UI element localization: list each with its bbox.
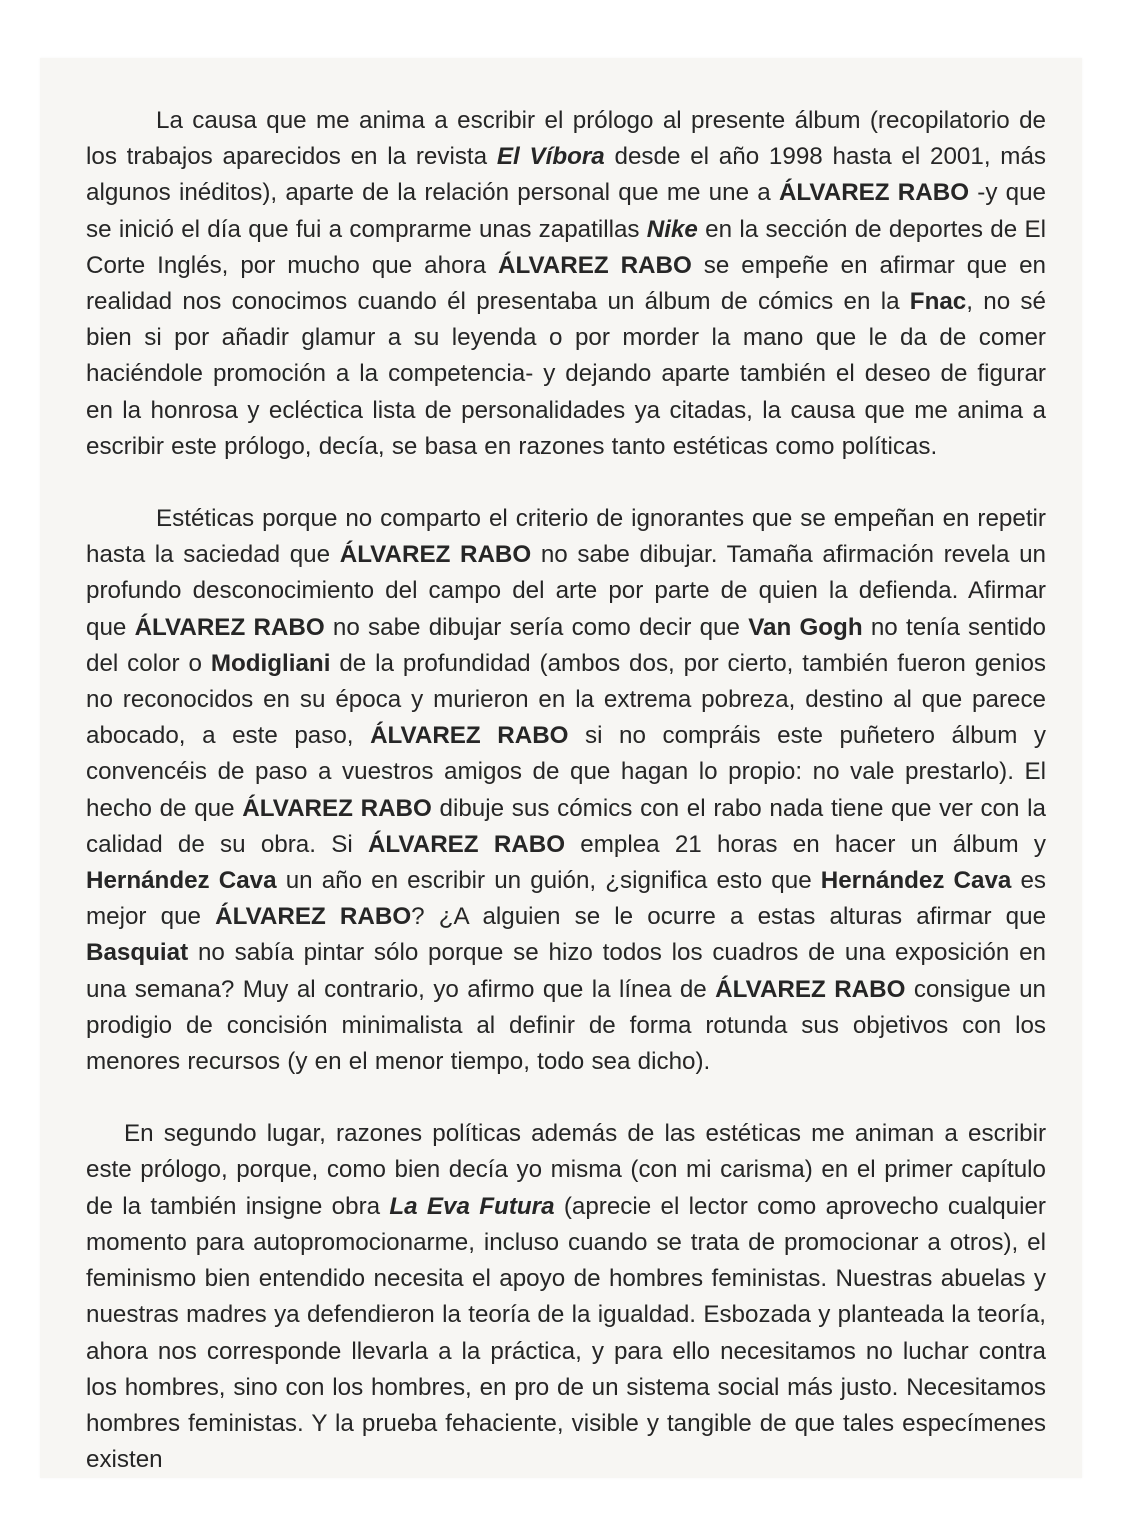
text-run: no sabía pintar sólo porque se hizo todos los cuadros de una exposición en una semana? Muy al contrario, yo afirmo que la línea de bbox=[86, 939, 1046, 1003]
text-run: -y que se inició el día que fui a comprarme unas zapatillas bbox=[86, 179, 1046, 243]
text-run: un año en escribir un guión, ¿significa esto que bbox=[276, 867, 821, 895]
paragraph-3 bbox=[86, 1116, 1046, 1478]
emphasized-name: ÁLVAREZ RABO bbox=[339, 541, 532, 569]
emphasized-name: ÁLVAREZ RABO bbox=[242, 794, 432, 822]
emphasized-name: Hernández Cava bbox=[86, 867, 277, 895]
text-run: en la sección de deportes de El Corte Inglés, por mucho que ahora bbox=[86, 215, 1046, 279]
emphasized-name: ÁLVAREZ RABO bbox=[715, 975, 906, 1003]
emphasized-name: Fnac bbox=[909, 288, 967, 316]
text-run: no sabe dibujar sería como decir que bbox=[324, 613, 749, 641]
text-run: En segundo lugar, razones políticas además de las estéticas me animan a escribir este prólogo, porque, como bien decía yo misma (con mi carisma) en el primer capítulo de la también insigne obra bbox=[86, 1120, 1046, 1220]
emphasized-name: ÁLVAREZ RABO bbox=[134, 613, 325, 641]
text-run: emplea 21 horas en hacer un álbum y bbox=[565, 830, 1046, 858]
text-run: La causa que me anima a escribir el prólogo al presente álbum (recopilatorio de los trabajos aparecidos en la revista bbox=[86, 107, 1046, 171]
emphasized-name: ÁLVAREZ RABO bbox=[367, 830, 566, 858]
text-run: dibuje sus cómics con el rabo nada tiene que ver con la calidad de su obra. Si bbox=[86, 794, 1046, 858]
emphasized-name: Nike bbox=[646, 215, 698, 243]
text-run: consigue un prodigio de concisión minimalista al definir de forma rotunda sus objetivos con los menores recursos (y en el menor tiempo, todo sea dicho). bbox=[86, 975, 1047, 1076]
text-run: , no sé bien si por añadir glamur a su leyenda o por morder la mano que le da de comer haciéndole promoción a la competencia- y dejando aparte también el deseo de figurar en la honrosa y ecléctica lista de personalidades ya citadas, la causa que me anima a escribir este prólogo, decía, se basa en razones tanto estéticas como políticas. bbox=[86, 288, 1046, 460]
emphasized-name: ÁLVAREZ RABO bbox=[215, 903, 412, 931]
paragraph-2 bbox=[86, 501, 1046, 1080]
text-run: se empeñe en afirmar que en realidad nos conocimos cuando él presentaba un álbum de cómics en la bbox=[86, 251, 1046, 316]
text-run: no tenía sentido del color o bbox=[86, 613, 1047, 677]
text-run: es mejor que bbox=[86, 867, 1047, 931]
text-run: no sabe dibujar. Tamaña afirmación revela un profundo desconocimiento del campo del arte por parte de quien la defienda. Afirmar que bbox=[86, 541, 1046, 641]
text-run: desde el año 1998 hasta el 2001, más algunos inéditos), aparte de la relación personal que me une a bbox=[86, 143, 1047, 207]
text-run: (aprecie el lector como aprovecho cualquier momento para autopromocionarme, incluso cuando se trata de promocionar a otros), el feminismo bien entendido necesita el apoyo de hombres feministas. Nuestras abuelas y nuestras madres ya defendieron la teoría de la igualdad. Esbozada y planteada la teoría, ahora nos corresponde llevarla a la práctica, y para ello necesitamos no luchar contra los hombres, sino con los hombres, en pro de un sistema social más justo. Necesitamos hombres feministas. Y la prueba fehaciente, visible y tangible de que tales especímenes existen bbox=[86, 1192, 1046, 1474]
emphasized-name: Modigliani bbox=[210, 649, 331, 677]
emphasized-name: El Víbora bbox=[496, 143, 605, 171]
text-run: si no compráis este puñetero álbum y convencéis de paso a vuestros amigos de que hagan lo propio: no vale prestarlo). El hecho de que bbox=[86, 722, 1047, 822]
emphasized-name: ÁLVAREZ RABO bbox=[370, 722, 569, 750]
text-run: de la profundidad (ambos dos, por cierto, también fueron genios no reconocidos en su época y murieron en la extrema pobreza, destino al que parece abocado, a este paso, bbox=[86, 649, 1046, 750]
emphasized-name: Van Gogh bbox=[748, 613, 863, 641]
text-run: ? ¿A alguien se le ocurre a estas alturas afirmar que bbox=[411, 903, 1047, 931]
text-run: Estéticas porque no comparto el criterio de ignorantes que se empeñan en repetir hasta la saciedad que bbox=[86, 505, 1046, 569]
emphasized-name: La Eva Futura bbox=[389, 1192, 555, 1220]
paragraph-1 bbox=[86, 103, 1046, 465]
emphasized-name: ÁLVAREZ RABO bbox=[778, 179, 970, 207]
emphasized-name: Basquiat bbox=[86, 939, 189, 967]
emphasized-name: Hernández Cava bbox=[820, 867, 1012, 895]
prologue-text bbox=[86, 103, 1046, 1478]
emphasized-name: ÁLVAREZ RABO bbox=[498, 251, 692, 279]
